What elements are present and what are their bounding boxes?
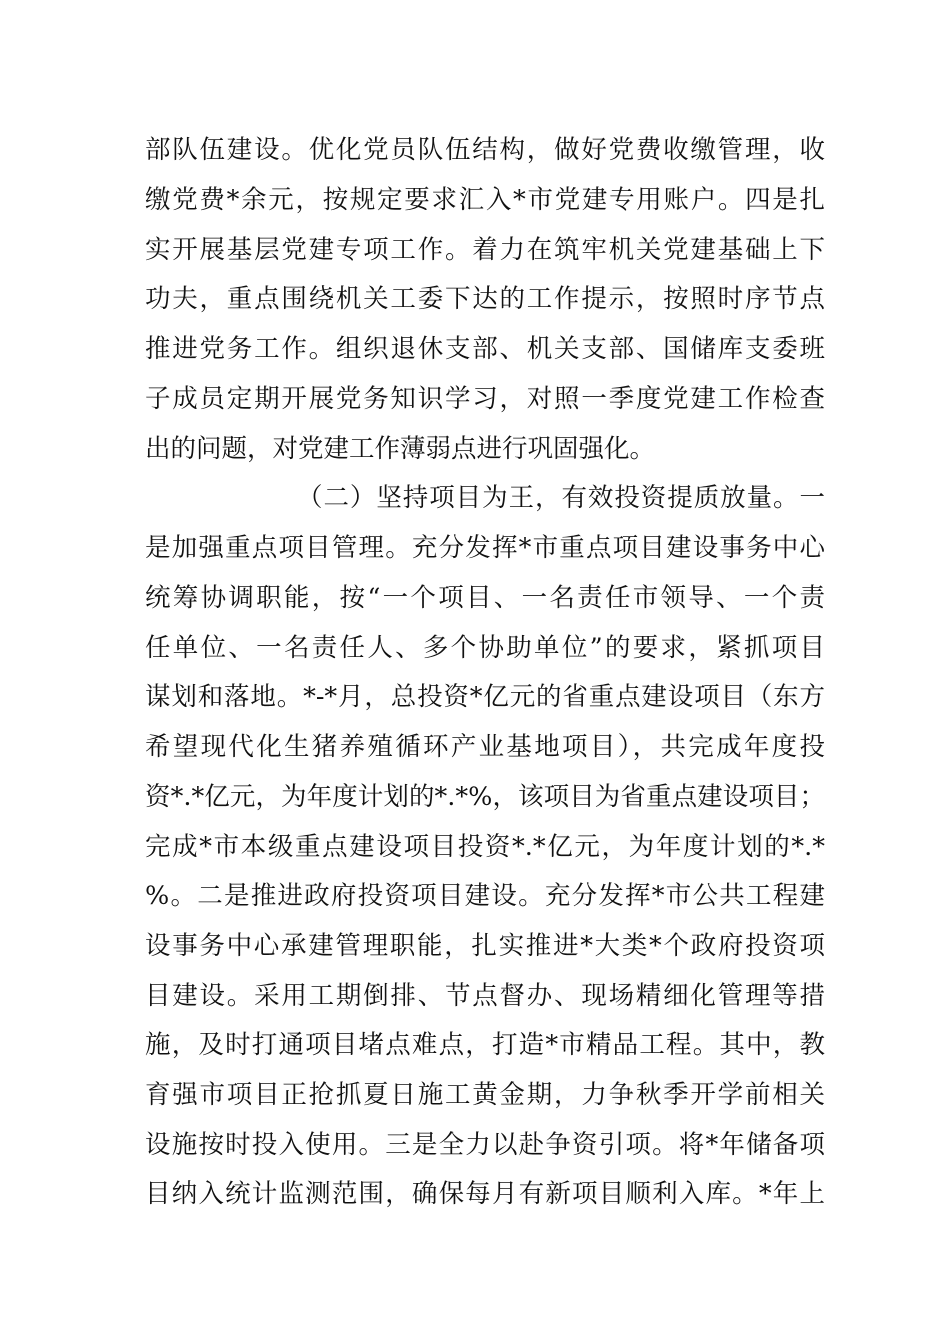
text-line: 功夫，重点围绕机关工委下达的工作提示，按照时序节点 xyxy=(145,284,825,314)
text-line: 完成*市本级重点建设项目投资*.*亿元，为年度计划的*.* xyxy=(145,832,825,862)
text-line: 设施按时投入使用。三是全力以赴争资引项。将*年储备项 xyxy=(145,1130,825,1160)
text-line: 希望现代化生猪养殖循环产业基地项目），共完成年度投 xyxy=(145,732,825,762)
text-line: 出的问题，对党建工作薄弱点进行巩固强化。 xyxy=(145,434,656,464)
text-line: 统筹协调职能，按“一个项目、一名责任市领导、一个责 xyxy=(145,583,825,613)
text-line: 缴党费*余元，按规定要求汇入*市党建专用账户。四是扎 xyxy=(145,185,825,215)
text-line: 任单位、一名责任人、多个协助单位”的要求，紧抓项目 xyxy=(145,633,825,663)
text-line: 谋划和落地。*-*月，总投资*亿元的省重点建设项目（东方 xyxy=(145,682,825,712)
section-heading-line: （二）坚持项目为王，有效投资提质放量。一 xyxy=(297,483,825,513)
text-line: 育强市项目正抢抓夏日施工黄金期，力争秋季开学前相关 xyxy=(145,1080,825,1110)
text-line: 实开展基层党建专项工作。着力在筑牢机关党建基础上下 xyxy=(145,235,825,265)
text-line: 资*.*亿元，为年度计划的*.*%，该项目为省重点建设项目； xyxy=(145,782,825,812)
text-line: %。二是推进政府投资项目建设。充分发挥*市公共工程建 xyxy=(145,881,825,911)
text-line: 目纳入统计监测范围，确保每月有新项目顺利入库。*年上 xyxy=(145,1179,825,1209)
text-line: 推进党务工作。组织退休支部、机关支部、国储库支委班 xyxy=(145,334,825,364)
text-line: 子成员定期开展党务知识学习，对照一季度党建工作检查 xyxy=(145,384,825,414)
text-line: 设事务中心承建管理职能，扎实推进*大类*个政府投资项 xyxy=(145,931,825,961)
text-line: 施，及时打通项目堵点难点，打造*市精品工程。其中，教 xyxy=(145,1030,825,1060)
text-line: 是加强重点项目管理。充分发挥*市重点项目建设事务中心 xyxy=(145,533,825,563)
text-line: 部队伍建设。优化党员队伍结构，做好党费收缴管理，收 xyxy=(145,135,825,165)
text-line: 目建设。采用工期倒排、节点督办、现场精细化管理等措 xyxy=(145,981,825,1011)
